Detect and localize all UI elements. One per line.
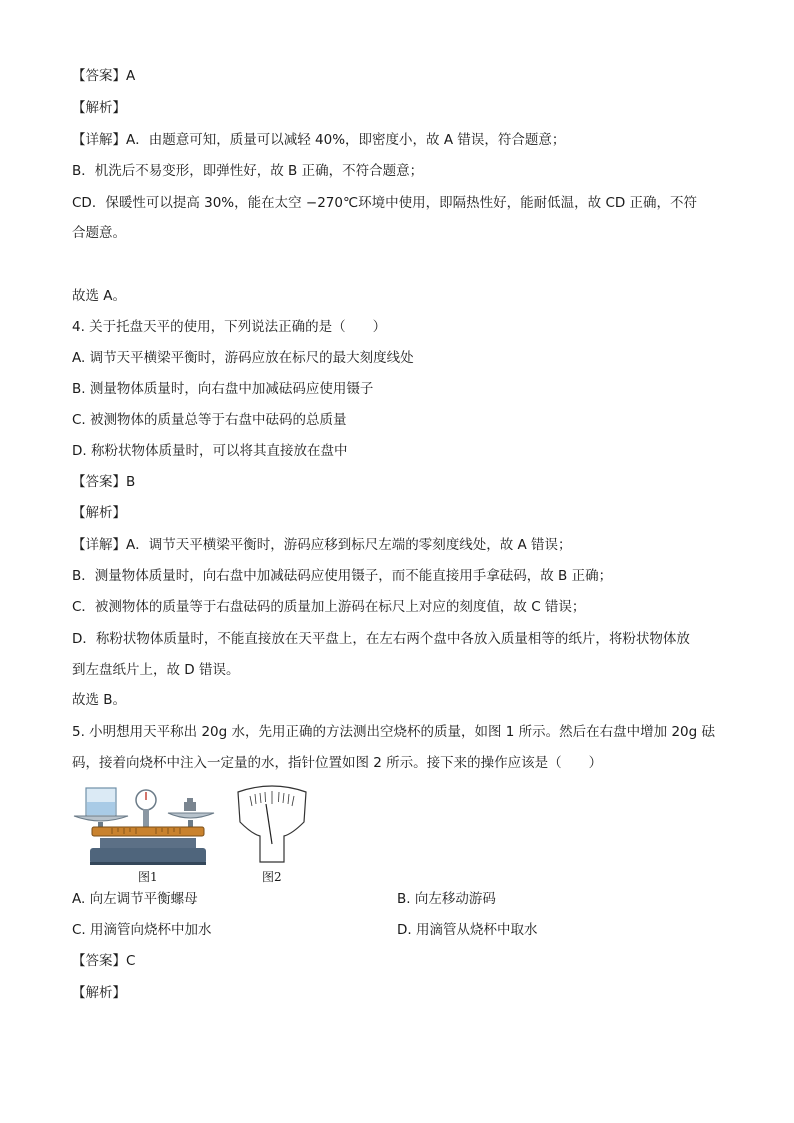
- q4-option-a: A. 调节天平横梁平衡时，游码应放在标尺的最大刻度线处: [72, 350, 414, 366]
- q4-detail-b: B．测量物体质量时，向右盘中加减砝码应使用镊子，而不能直接用手拿砝码，故 B 正确；: [72, 568, 613, 584]
- q4-stem: 4. 关于托盘天平的使用，下列说法正确的是（ ）: [72, 319, 387, 335]
- balance-scale-figure: [72, 780, 222, 870]
- q3-analysis-label: 【解析】: [72, 100, 126, 116]
- q4-option-d: D. 称粉状物体质量时，可以将其直接放在盘中: [72, 443, 348, 459]
- q3-answer: 【答案】A: [72, 68, 136, 84]
- q4-conclusion: 故选 B。: [72, 692, 127, 708]
- q5-option-d: D. 用滴管从烧杯中取水: [397, 922, 538, 938]
- q3-detail-a: 【详解】A．由题意可知，质量可以减轻 40%，即密度小，故 A 错误，符合题意；: [72, 132, 566, 148]
- q3-detail-cd-2: 合题意。: [72, 225, 126, 241]
- pointer-dial-figure: [232, 782, 312, 866]
- q4-option-b: B. 测量物体质量时，向右盘中加减砝码应使用镊子: [72, 381, 374, 397]
- q4-answer: 【答案】B: [72, 474, 136, 490]
- q3-detail-b: B．机洗后不易变形，即弹性好，故 B 正确，不符合题意；: [72, 163, 424, 179]
- q3-conclusion: 故选 A。: [72, 288, 127, 304]
- q5-analysis-label: 【解析】: [72, 985, 126, 1001]
- figure-2-caption: 图2: [262, 870, 282, 884]
- q4-detail-d-2: 到左盘纸片上，故 D 错误。: [72, 662, 240, 678]
- q5-answer: 【答案】C: [72, 953, 136, 969]
- q4-detail-a: 【详解】A．调节天平横梁平衡时，游码应移到标尺左端的零刻度线处，故 A 错误；: [72, 537, 572, 553]
- q4-option-c: C. 被测物体的质量总等于右盘中砝码的总质量: [72, 412, 347, 428]
- figure-1-caption: 图1: [138, 870, 158, 884]
- q5-option-b: B. 向左移动游码: [397, 891, 496, 907]
- q5-stem-2: 码，接着向烧杯中注入一定量的水，指针位置如图 2 所示。接下来的操作应该是（ ）: [72, 755, 603, 771]
- q5-stem-1: 5. 小明想用天平称出 20g 水，先用正确的方法测出空烧杯的质量，如图 1 所示。然后在右盘中增加 20g 砝: [72, 724, 716, 740]
- q5-option-a: A. 向左调节平衡螺母: [72, 891, 198, 907]
- q5-option-c: C. 用滴管向烧杯中加水: [72, 922, 212, 938]
- q4-detail-d-1: D．称粉状物体质量时，不能直接放在天平盘上，在左右两个盘中各放入质量相等的纸片，将粉状物体放: [72, 631, 690, 647]
- q4-detail-c: C．被测物体的质量等于右盘砝码的质量加上游码在标尺上对应的刻度值，故 C 错误；: [72, 599, 586, 615]
- q4-analysis-label: 【解析】: [72, 505, 126, 521]
- q5-figures: [72, 780, 332, 884]
- q3-detail-cd-1: CD．保暖性可以提高 30%，能在太空 −270℃环境中使用，即隔热性好，能耐低温，故 CD 正确，不符: [72, 195, 698, 211]
